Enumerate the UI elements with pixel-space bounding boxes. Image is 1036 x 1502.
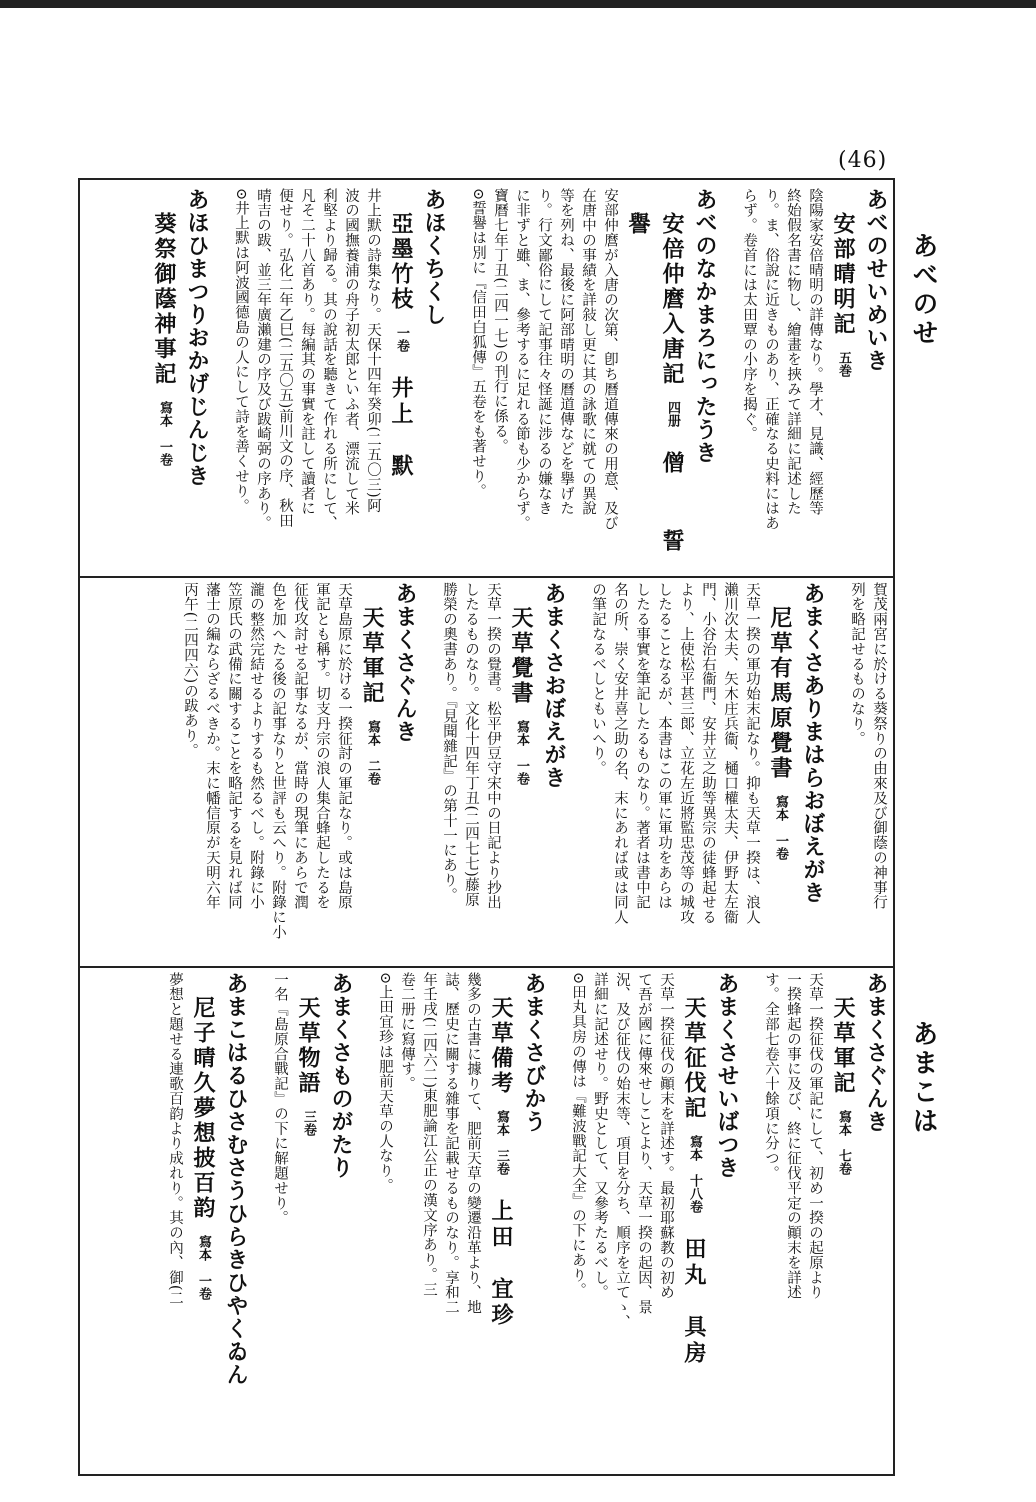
entry-line: ⊙誓譽は別に『信田白狐傳』五卷をも著せり。: [470, 188, 486, 499]
entry-title: 天草覺書: [508, 606, 534, 706]
section-bottom: [90, 972, 890, 1472]
entry-kana: あほひまつりおかげじんじき: [184, 188, 209, 487]
entry: [147, 188, 211, 574]
entry-line: 等を列ね、最後に阿部晴明の曆道傳などを擧げた: [558, 188, 574, 516]
entry-volumes: 五巻: [836, 351, 851, 377]
entry-heading: [677, 972, 711, 1472]
entry-line: 丙午(二四四六)の跋あり。: [182, 582, 198, 759]
entry-line: 天草一揆の覺書。松平伊豆守宋中の日記より抄出: [485, 582, 501, 910]
running-head-top: あべのせ: [908, 232, 938, 348]
entry-line: 井上默の詩集なり。天保十四年癸卯(二五〇三)阿: [365, 188, 381, 514]
entry-line: 卷二册に寫傳す。: [399, 972, 415, 1092]
entry-line: 終始假名書に物し、繪畫を挾みて詳細に記述した: [785, 188, 801, 516]
entry-heading: [826, 972, 860, 1472]
entry-volumes: 寫本 一卷: [773, 795, 788, 860]
entry-line: 波の國撫養浦の舟子初太郎といふ者、漂流して米: [343, 188, 359, 516]
entry-kana: あまくさびかう: [521, 972, 546, 1133]
entry-volumes: 寫本 一卷: [196, 1235, 211, 1300]
entry-kana: あべのなかまろにったうき: [692, 188, 717, 464]
entry-line: 安部仲麿が入唐の次第、卽ち曆道傳來の用意、及び: [602, 188, 618, 531]
entry-heading: [621, 188, 689, 574]
entry-line: したるものなり。文化十四年丁丑(二四七七)藤原: [463, 582, 479, 908]
entry-line: ⊙上田宜珍は肥前天草の人なり。: [377, 972, 393, 1194]
entry-line: 便せり。弘化二年乙巳(二五〇五)前川文の序、秋田: [277, 188, 293, 528]
entry-title: 葵祭御蔭神事記: [151, 212, 177, 387]
entry-line: 天草一揆征伐の顚末を詳述す。最初耶蘇教の初め: [658, 972, 674, 1300]
entry-heading: [147, 188, 181, 574]
entry-heading: [355, 582, 389, 964]
page-number: (46): [838, 148, 888, 173]
entry-line: らず。卷首には太田覃の小序を揭ぐ。: [741, 188, 757, 442]
entry-line: 色を加へたる後の記事なりと世評も云へり。附錄に小: [270, 582, 286, 940]
entry: [760, 972, 890, 1472]
entry-heading: [291, 972, 325, 1472]
entry-title: 亞墨竹枝: [388, 212, 414, 312]
entry-line: ⊙田丸具房の傳は『難波戰記大全』の下にあり。: [570, 972, 586, 1298]
entry-title: 尼子晴久夢想披百韵: [190, 996, 216, 1221]
entry-line: 征伐攻討せる記事なるが、當時の現筆にあらで潤: [292, 582, 308, 910]
entry-volumes: 寫本 三卷: [494, 1110, 509, 1175]
entry-line: 藩士の編ならざるべきか。末に幡信原が天明六年: [204, 582, 220, 910]
entry-line: 天草一揆の軍功始末記なり。抑も天草一揆は、浪人: [744, 582, 760, 925]
entry-line: 詳細に記述せり。野史として、又參考たるべし。: [592, 972, 608, 1300]
entry-kana: あまこはるひさむさうひらきひやくゐん: [223, 972, 248, 1386]
entry-line: 名の所、崇く安井喜之助の名、末にあれば或は同人: [612, 582, 628, 925]
entry-title: 天草軍記: [359, 606, 385, 706]
entry-line: より、上使松平甚三郞、立花左近將監忠茂等の城攻: [678, 582, 694, 925]
entry-volumes: 寫本 七卷: [836, 1110, 851, 1175]
entry: [438, 582, 568, 964]
entry-line: 一揆蜂起の事に及び、終に征伐平定の顚末を詳述: [785, 972, 801, 1300]
entry: [846, 582, 890, 964]
entry-line: 賀茂兩宮に於ける葵祭りの由來及び御蔭の神事行: [871, 582, 887, 910]
entry-line: 年壬戌(二四六二)東肥論江公正の漢文序あり。三: [421, 972, 437, 1298]
entry: [230, 188, 448, 574]
entry-line: したることなるが、本書はこの軍に軍功をあらは: [656, 582, 672, 910]
entry-line: り。行文鄙俗にして記事往々怪誕に涉るの嫌なき: [536, 188, 552, 516]
entry-kana: あべのせいめいき: [863, 188, 888, 372]
entry-line: 瀧の整然完結せるよりするも然るべし。附錄に小: [248, 582, 264, 910]
entry: [164, 972, 250, 1472]
entry-line: 況、及び征伐の始末等、項目を分ち、順序を立てゝ、: [614, 972, 630, 1330]
entry-line: り。ま、俗說に近きものあり、正確なる史料にはあ: [763, 188, 779, 531]
entry-line: 天草島原に於ける一揆征討の軍記なり。或は島原: [336, 582, 352, 910]
entry-line: 晴吉の跋、並三年廣瀨建の序及び跋崎弼の序あり。: [255, 188, 271, 531]
entry-line: 勝榮の奧書あり。『見聞雜記』の第十一にあり。: [441, 582, 457, 903]
entry: [738, 188, 890, 574]
entry-title: 天草軍記: [830, 996, 856, 1096]
entry-heading: [186, 972, 220, 1472]
entry-line: 陰陽家安倍晴明の詳傳なり。學才、見識、經歷等: [807, 188, 823, 516]
running-head-bottom: あまこは: [908, 1020, 938, 1136]
entry-line: 在唐中の事績を詳敍し更に其の詠歌に就ての異說: [580, 188, 596, 516]
entry-line: 軍記とも稱す。切支丹宗の浪人集合蜂起したるを: [314, 582, 330, 910]
entry-heading: [763, 582, 797, 964]
entry: [567, 972, 741, 1472]
entry-line: 一名『島原合戰記』の下に解題せり。: [272, 972, 288, 1226]
entry-volumes: 寫本 二卷: [365, 720, 380, 785]
entry-heading: [826, 188, 860, 574]
entry-line: 誌、歷史に關する雜事を記載せるものなり。享和二: [443, 972, 459, 1315]
section-middle: [90, 582, 890, 964]
entry-volumes: 寫本 十八卷: [687, 1135, 702, 1213]
entry-author: 田丸 具房: [681, 1237, 707, 1367]
entry-author: 僧 誓譽: [625, 212, 685, 555]
entry-heading: [384, 188, 418, 574]
entry-line: の筆記なるべしともいへり。: [590, 582, 606, 776]
entry-kana: あまくさせいばつき: [714, 972, 739, 1179]
entry-line: 利堅より歸る。其の說話を聽きて作れる所にして、: [321, 188, 337, 531]
entry-volumes: 一卷: [394, 326, 409, 352]
entry: [269, 972, 355, 1472]
entry-volumes: 四册: [665, 401, 680, 427]
entry-kana: あまくさおぼえがき: [541, 582, 566, 789]
entry-kana: あまくさものがたり: [328, 972, 353, 1179]
entry-author: 井上 默: [388, 376, 414, 480]
entry-line: 夢想と題せる連歌百韵より成れり。其の內、御(二: [167, 972, 183, 1306]
entry: [374, 972, 548, 1472]
entry: [179, 582, 419, 964]
entry-line: ⊙井上默は阿波國德島の人にして詩を善くせり。: [233, 188, 249, 514]
entry-line: 寶曆七年丁丑(二四一七)の刊行に係る。: [492, 188, 508, 454]
section-top: [90, 188, 890, 574]
entry-line: に非ずと雖、ま、參考するに足れる節も少からず。: [514, 188, 530, 531]
entry-kana: あまくさぐんき: [863, 972, 888, 1133]
entry-line: 幾多の古書に據りて、肥前天草の變遷沿革より、地: [465, 972, 481, 1315]
entry-line: 列を略記せるものなり。: [849, 582, 865, 746]
entry-line: す。全部七卷六十餘項に分つ。: [763, 972, 779, 1181]
entry-line: 凡そ二十八首あり。每編其の事實を註して讀者に: [299, 188, 315, 516]
entry-kana: あまくさありまはらおぼえがき: [800, 582, 825, 904]
entry-title: 天草物語: [295, 996, 321, 1096]
entry-title: 安倍仲麿入唐記: [659, 212, 685, 387]
top-rule: [0, 0, 1036, 8]
entry-line: 門、小谷治右衞門、安井立之助等異宗の徒蜂起せる: [700, 582, 716, 925]
entry-title: 安部晴明記: [830, 212, 856, 337]
entry-volumes: 寫本 一卷: [157, 401, 172, 466]
entry-title: 尼草有馬原覺書: [767, 606, 793, 781]
entry-kana: あほくちくし: [421, 188, 446, 326]
section-divider-1: [78, 576, 895, 578]
entry-line: 瀨川次太夫、矢木庄兵衞、樋口權太夫、伊野太左衞: [722, 582, 738, 925]
entry-volumes: 寫本 一卷: [514, 720, 529, 785]
entry-author: 上田 宜珍: [488, 1199, 514, 1329]
entry-heading: [504, 582, 538, 964]
entry-line: したる事實を筆記したるものなり。著者は書中記: [634, 582, 650, 910]
entry-heading: [484, 972, 518, 1472]
entry-line: 笠原氏の武備に關することを略記するを見れば同: [226, 582, 242, 910]
entry: [467, 188, 719, 574]
entry-volumes: 三卷: [301, 1110, 316, 1136]
entry-line: て吾が國に傳來せしことより、天草一揆の起因、景: [636, 972, 652, 1315]
section-divider-2: [78, 966, 895, 968]
entry-line: 天草一揆征伐の軍記にして、初め一揆の起原より: [807, 972, 823, 1300]
entry-title: 天草備考: [488, 996, 514, 1096]
entry-title: 天草征伐記: [681, 996, 707, 1121]
entry-kana: あまくさぐんき: [392, 582, 417, 743]
entry: [587, 582, 827, 964]
